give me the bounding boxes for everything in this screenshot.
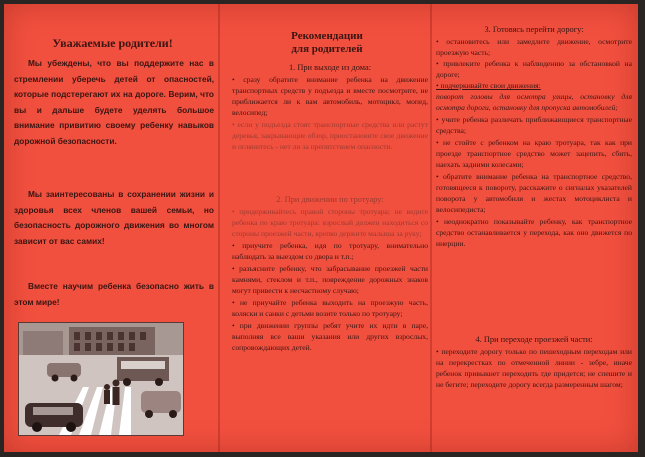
column-recommendations bbox=[226, 4, 428, 452]
street-scene-picture bbox=[19, 323, 183, 435]
section-3-item: • неоднократно показывайте ребенку, как транспортное средство останавливается у перехода, как оно движется по инерции. bbox=[436, 217, 632, 248]
section-2-item: • при движении группы ребят учите их идти в паре, выполняя все ваши указания или других взрослых, сопровождающих детей. bbox=[232, 321, 428, 352]
section-3-item: • остановитесь или замедлите движение, осмотрите проезжую часть; bbox=[436, 37, 632, 57]
street-crossing-illustration bbox=[18, 322, 184, 436]
section-3-item-detail: поворот головы для осмотра улицы, остановку для осмотра дороги, остановку для пропуска автомобилей; bbox=[436, 92, 632, 112]
section-sidewalk bbox=[232, 194, 428, 353]
recommendations-title-line1: Рекомендации bbox=[291, 30, 363, 42]
section-3-item: • подчеркивайте свои движения: bbox=[436, 81, 541, 90]
section-leaving-home bbox=[232, 62, 428, 152]
section-2-item: • не приучайте ребенка выходить на проезжую часть, коляски и санки с детьми возите только по тротуару; bbox=[232, 298, 428, 318]
paragraph-together: Вместе научим ребенка безопасно жить в этом мире! bbox=[14, 281, 214, 307]
section-4-heading: 4. При переходе проезжей части: bbox=[475, 335, 593, 344]
fold-line-left bbox=[218, 4, 220, 452]
section-3-item: • привлеките ребенка к наблюдению за обстановкой на дороге; bbox=[436, 59, 632, 79]
section-1-heading: 1. При выходе из дома: bbox=[288, 63, 372, 72]
brochure-sheet bbox=[4, 4, 638, 452]
section-3-item: • обратите внимание ребенка на транспортное средство, готовящееся к повороту, расскажите о сигналах указателей поворота у автомобиля и жестах мотоциклиста и велосипедиста; bbox=[436, 172, 632, 214]
section-crossing-road bbox=[436, 334, 632, 390]
paragraph-belief: Мы убеждены, что вы поддержите нас в стремлении уберечь детей от опасностей, которые подстерегают их на дороге. Верим, что вы и дальше будете уделять большое внимание привитию своему ребенку навыков дорожной безопасности. bbox=[14, 58, 214, 146]
section-1-item: • если у подъезда стоят транспортные средства или растут деревья, закрывающие обзор, приостановите свое движение и оглянитесь - нет ли за препятствием опасности. bbox=[232, 120, 428, 151]
recommendations-title-line2: для родителей bbox=[291, 43, 363, 55]
parents-title: Уважаемые родители! bbox=[52, 36, 173, 50]
section-2-heading: 2. При движении по тротуару: bbox=[276, 195, 384, 204]
recommendations-title bbox=[226, 30, 428, 56]
section-1-item: • сразу обратите внимание ребенка на движение транспортных средств у подъезда и вместе посмотрите, не приближается ли к вам автомобиль, мотоцикл, мопед, велосипед; bbox=[232, 75, 428, 117]
column-crossing bbox=[434, 4, 634, 452]
section-2-item: • разъясните ребенку, что забрасывание проезжей части камнями, стеклом и т.п., повреждение дорожных знаков могут привести к несчастному случаю; bbox=[232, 264, 428, 295]
section-3-item: • учите ребенка различать приближающиеся транспортные средства; bbox=[436, 115, 632, 135]
section-4-item: • переходите дорогу только по пешеходным переходам или на перекрестках по отмеченной линии - зебре, иначе ребенок привыкнет переходить где придется; не спешите и не бегите; переходите дорогу всегда размеренным шагом; bbox=[436, 347, 632, 389]
section-2-item: • приучите ребенка, идя по тротуару, внимательно наблюдать за выездом со двора и т.п.; bbox=[232, 241, 428, 261]
section-3-heading: 3. Готовясь перейти дорогу: bbox=[484, 25, 584, 34]
column-parents-address bbox=[10, 4, 215, 452]
paragraph-safety: Мы заинтересованы в сохранении жизни и здоровья всех членов вашей семьи, но безопасность дорожного движения во многом зависит от вас самих! bbox=[14, 189, 214, 246]
section-3-item: • не стойте с ребенком на краю тротуара, так как при проезде транспортное средство может зацепить, сбить, наехать задними колесами; bbox=[436, 138, 632, 169]
fold-line-right bbox=[430, 4, 432, 452]
section-2-item: • придерживайтесь правой стороны тротуара; не ведите ребенка по краю тротуара: взрослый должен находиться со стороны проезжей части, крепко держите малыша за руку; bbox=[232, 207, 428, 238]
section-preparing-to-cross bbox=[436, 24, 632, 249]
